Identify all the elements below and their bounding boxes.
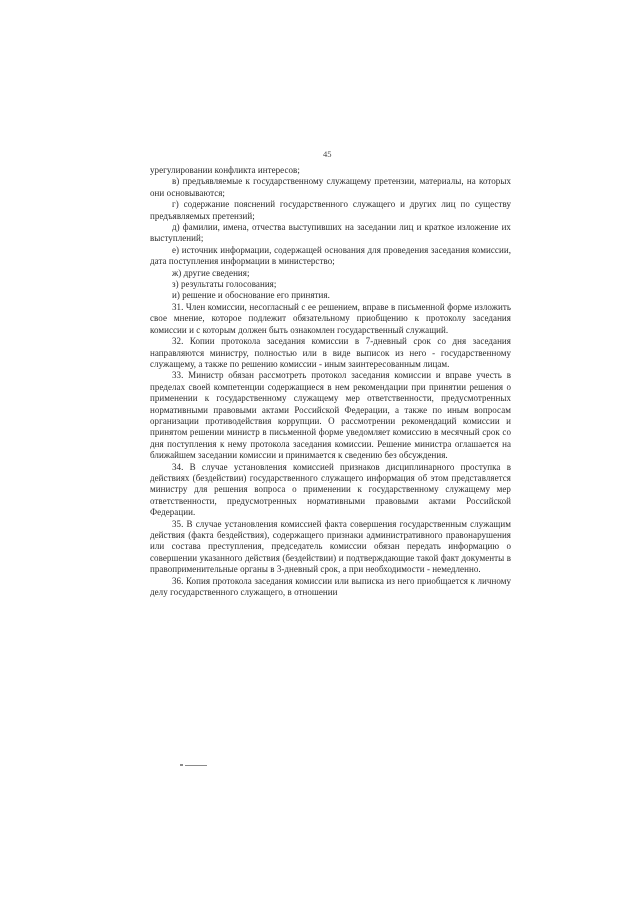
clause-34: 34. В случае установления комиссией признаков дисциплинарного проступка в действиях (бездействии) государственного служащего информация об этом представляется министру для решения вопроса о применении к государственному служащему мер ответственности, предусмотренных нормативными правовыми актами Российской Федерации.	[150, 461, 511, 518]
list-item-e: е) источник информации, содержащей основания для проведения заседания комиссии, дата поступления информации в министерство;	[150, 244, 511, 267]
clause-35: 35. В случае установления комиссией факта совершения государственным служащим действия (факта бездействия), содержащего признаки административного правонарушения или состава преступления, председатель комиссии обязан передать информацию о совершении указанного действия (бездействии) и подтверждающие такой факт документы в правоприменительные органы в 3-дневный срок, а при необходимости - немедленно.	[150, 518, 511, 575]
paragraph-continuation: урегулировании конфликта интересов;	[150, 165, 300, 175]
list-item-v: в) предъявляемые к государственному служащему претензии, материалы, на которых они основываются;	[150, 176, 511, 198]
list-item-zh: ж) другие сведения;	[172, 267, 250, 278]
list-item-g: г) содержание пояснений государственного служащего и других лиц по существу предъявляемых претензий;	[150, 199, 511, 221]
list-item-z: з) результаты голосования;	[172, 279, 277, 290]
page-number: 45	[323, 149, 332, 159]
document-body	[150, 165, 511, 598]
clause-36: 36. Копия протокола заседания комиссии или выписка из него приобщается к личному делу государственного служащего, в отношении	[150, 575, 511, 598]
list-item-d: д) фамилии, имена, отчества выступивших на заседании лиц и краткое изложение их выступлений;	[150, 222, 511, 244]
footer-mark-dot	[180, 764, 183, 766]
clause-31: 31. Член комиссии, несогласный с ее решением, вправе в письменной форме изложить свое мнение, которое подлежит обязательному приобщению к протоколу заседания комиссии и с которым должен быть ознакомлен государственный служащий.	[150, 301, 511, 335]
clause-33: 33. Министр обязан рассмотреть протокол заседания комиссии и вправе учесть в пределах своей компетенции содержащиеся в нем рекомендации при принятии решения о применении к государственному служащему мер ответственности, предусмотренных нормативными правовыми актами Российской Федерации, а также по иным вопросам организации противодействия коррупции. О рассмотрении рекомендаций комиссии и принятом решении министр в письменной форме уведомляет комиссию в месячный срок со дня поступления к нему протокола заседания комиссии. Решение министра оглашается на ближайшем заседании комиссии и принимается к сведению без обсуждения.	[150, 370, 511, 461]
list-item-i: и) решение и обоснование его принятия.	[172, 290, 330, 301]
clause-32: 32. Копии протокола заседания комиссии в 7-дневный срок со дня заседания направляются министру, полностью или в виде выписок из него - государственному служащему, а также по решению комиссии - иным заинтересованным лицам.	[150, 336, 511, 369]
footer-rule	[185, 765, 207, 766]
